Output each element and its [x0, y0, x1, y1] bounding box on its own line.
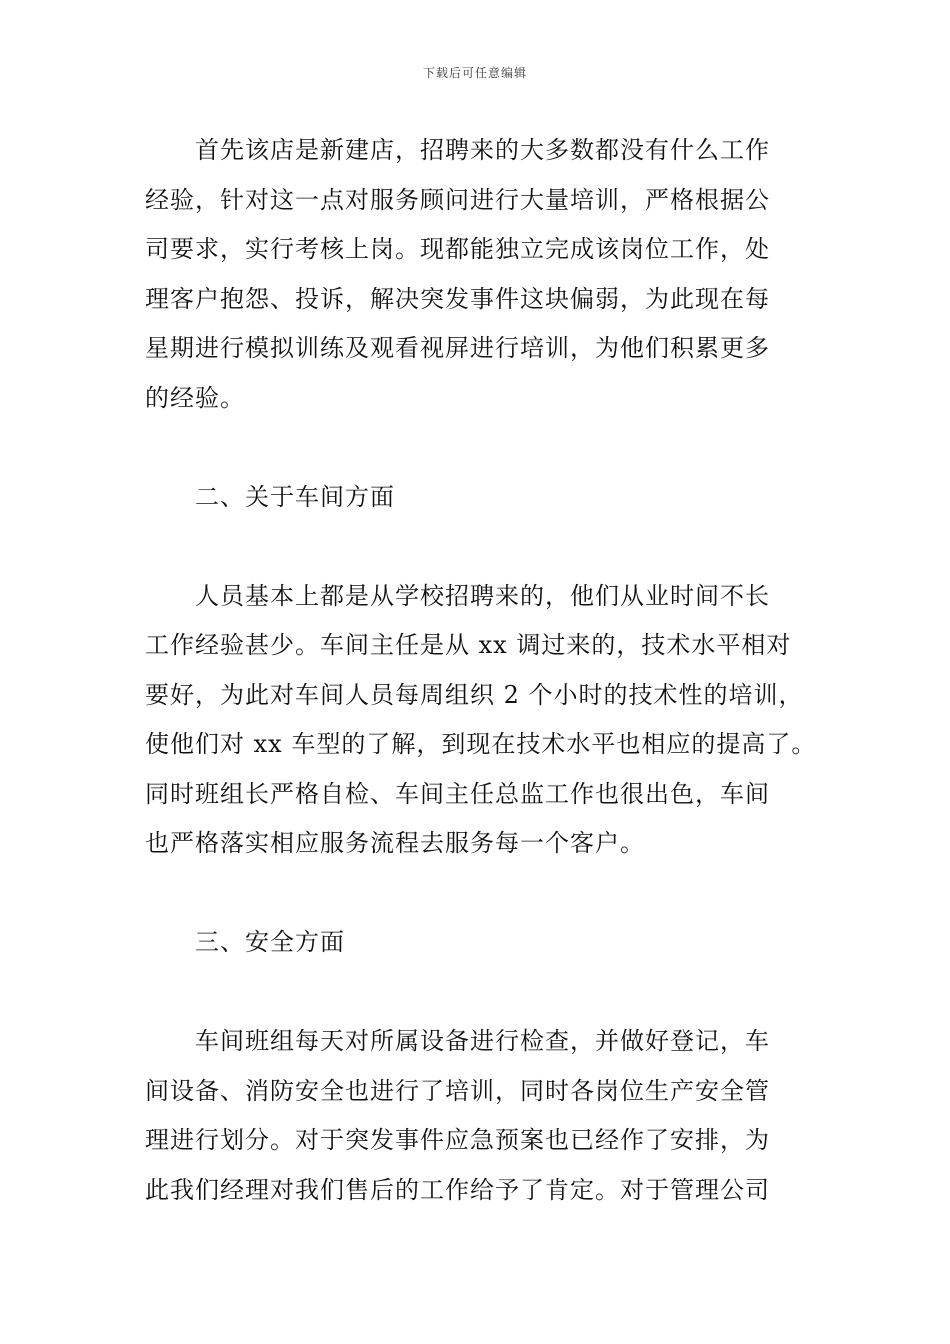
section-heading-workshop: [145, 473, 810, 523]
text-line: 工作经验甚少。车间主任是从 xx 调过来的，技术水平相对: [145, 631, 792, 659]
paragraph-safety: [145, 1017, 810, 1215]
section-heading-safety: [145, 918, 810, 968]
text-line: 经验，针对这一点对服务顾问进行大量培训，严格根据公: [145, 185, 770, 214]
text-line: 首先该店是新建店，招聘来的大多数都没有什么工作: [195, 136, 770, 164]
paragraph-gap: [145, 423, 810, 473]
text-line: 车间班组每天对所属设备进行检查，并做好登记，车: [195, 1027, 770, 1055]
text-line: 此我们经理对我们售后的工作给予了肯定。对于管理公司: [145, 1175, 770, 1204]
page-header: 下载后可任意编辑: [422, 66, 527, 80]
paragraph-training-service: [145, 126, 810, 423]
text-line: 星期进行模拟训练及观看视屏进行培训，为他们积累更多: [145, 334, 770, 362]
section-heading: 三、安全方面: [195, 928, 345, 956]
section-heading: 二、关于车间方面: [195, 482, 395, 511]
text-line: 人员基本上都是从学校招聘来的，他们从业时间不长: [195, 581, 770, 610]
text-line: 理客户抱怨、投诉，解决突发事件这块偏弱，为此现在每: [145, 284, 770, 313]
text-line: 也严格落实相应服务流程去服务每一个客户。: [145, 829, 645, 857]
paragraph-gap: [145, 968, 810, 1018]
text-line: 的经验。: [145, 383, 245, 412]
paragraph-gap: [145, 522, 810, 572]
text-line: 要好，为此对车间人员每周组织 2 个小时的技术性的培训，: [145, 680, 804, 709]
text-line: 理进行划分。对于突发事件应急预案也已经作了安排，为: [145, 1126, 770, 1154]
text-line: 同时班组长严格自检、车间主任总监工作也很出色，车间: [145, 779, 770, 808]
paragraph-gap: [145, 869, 810, 919]
paragraph-workshop: [145, 572, 817, 869]
text-line: 间设备、消防安全也进行了培训，同时各岗位生产安全管: [145, 1076, 770, 1105]
text-line: 司要求，实行考核上岗。现都能独立完成该岗位工作，处: [145, 235, 770, 263]
text-line: 使他们对 xx 车型的了解，到现在技术水平也相应的提高了。: [145, 730, 817, 758]
document-body: [145, 126, 817, 1215]
